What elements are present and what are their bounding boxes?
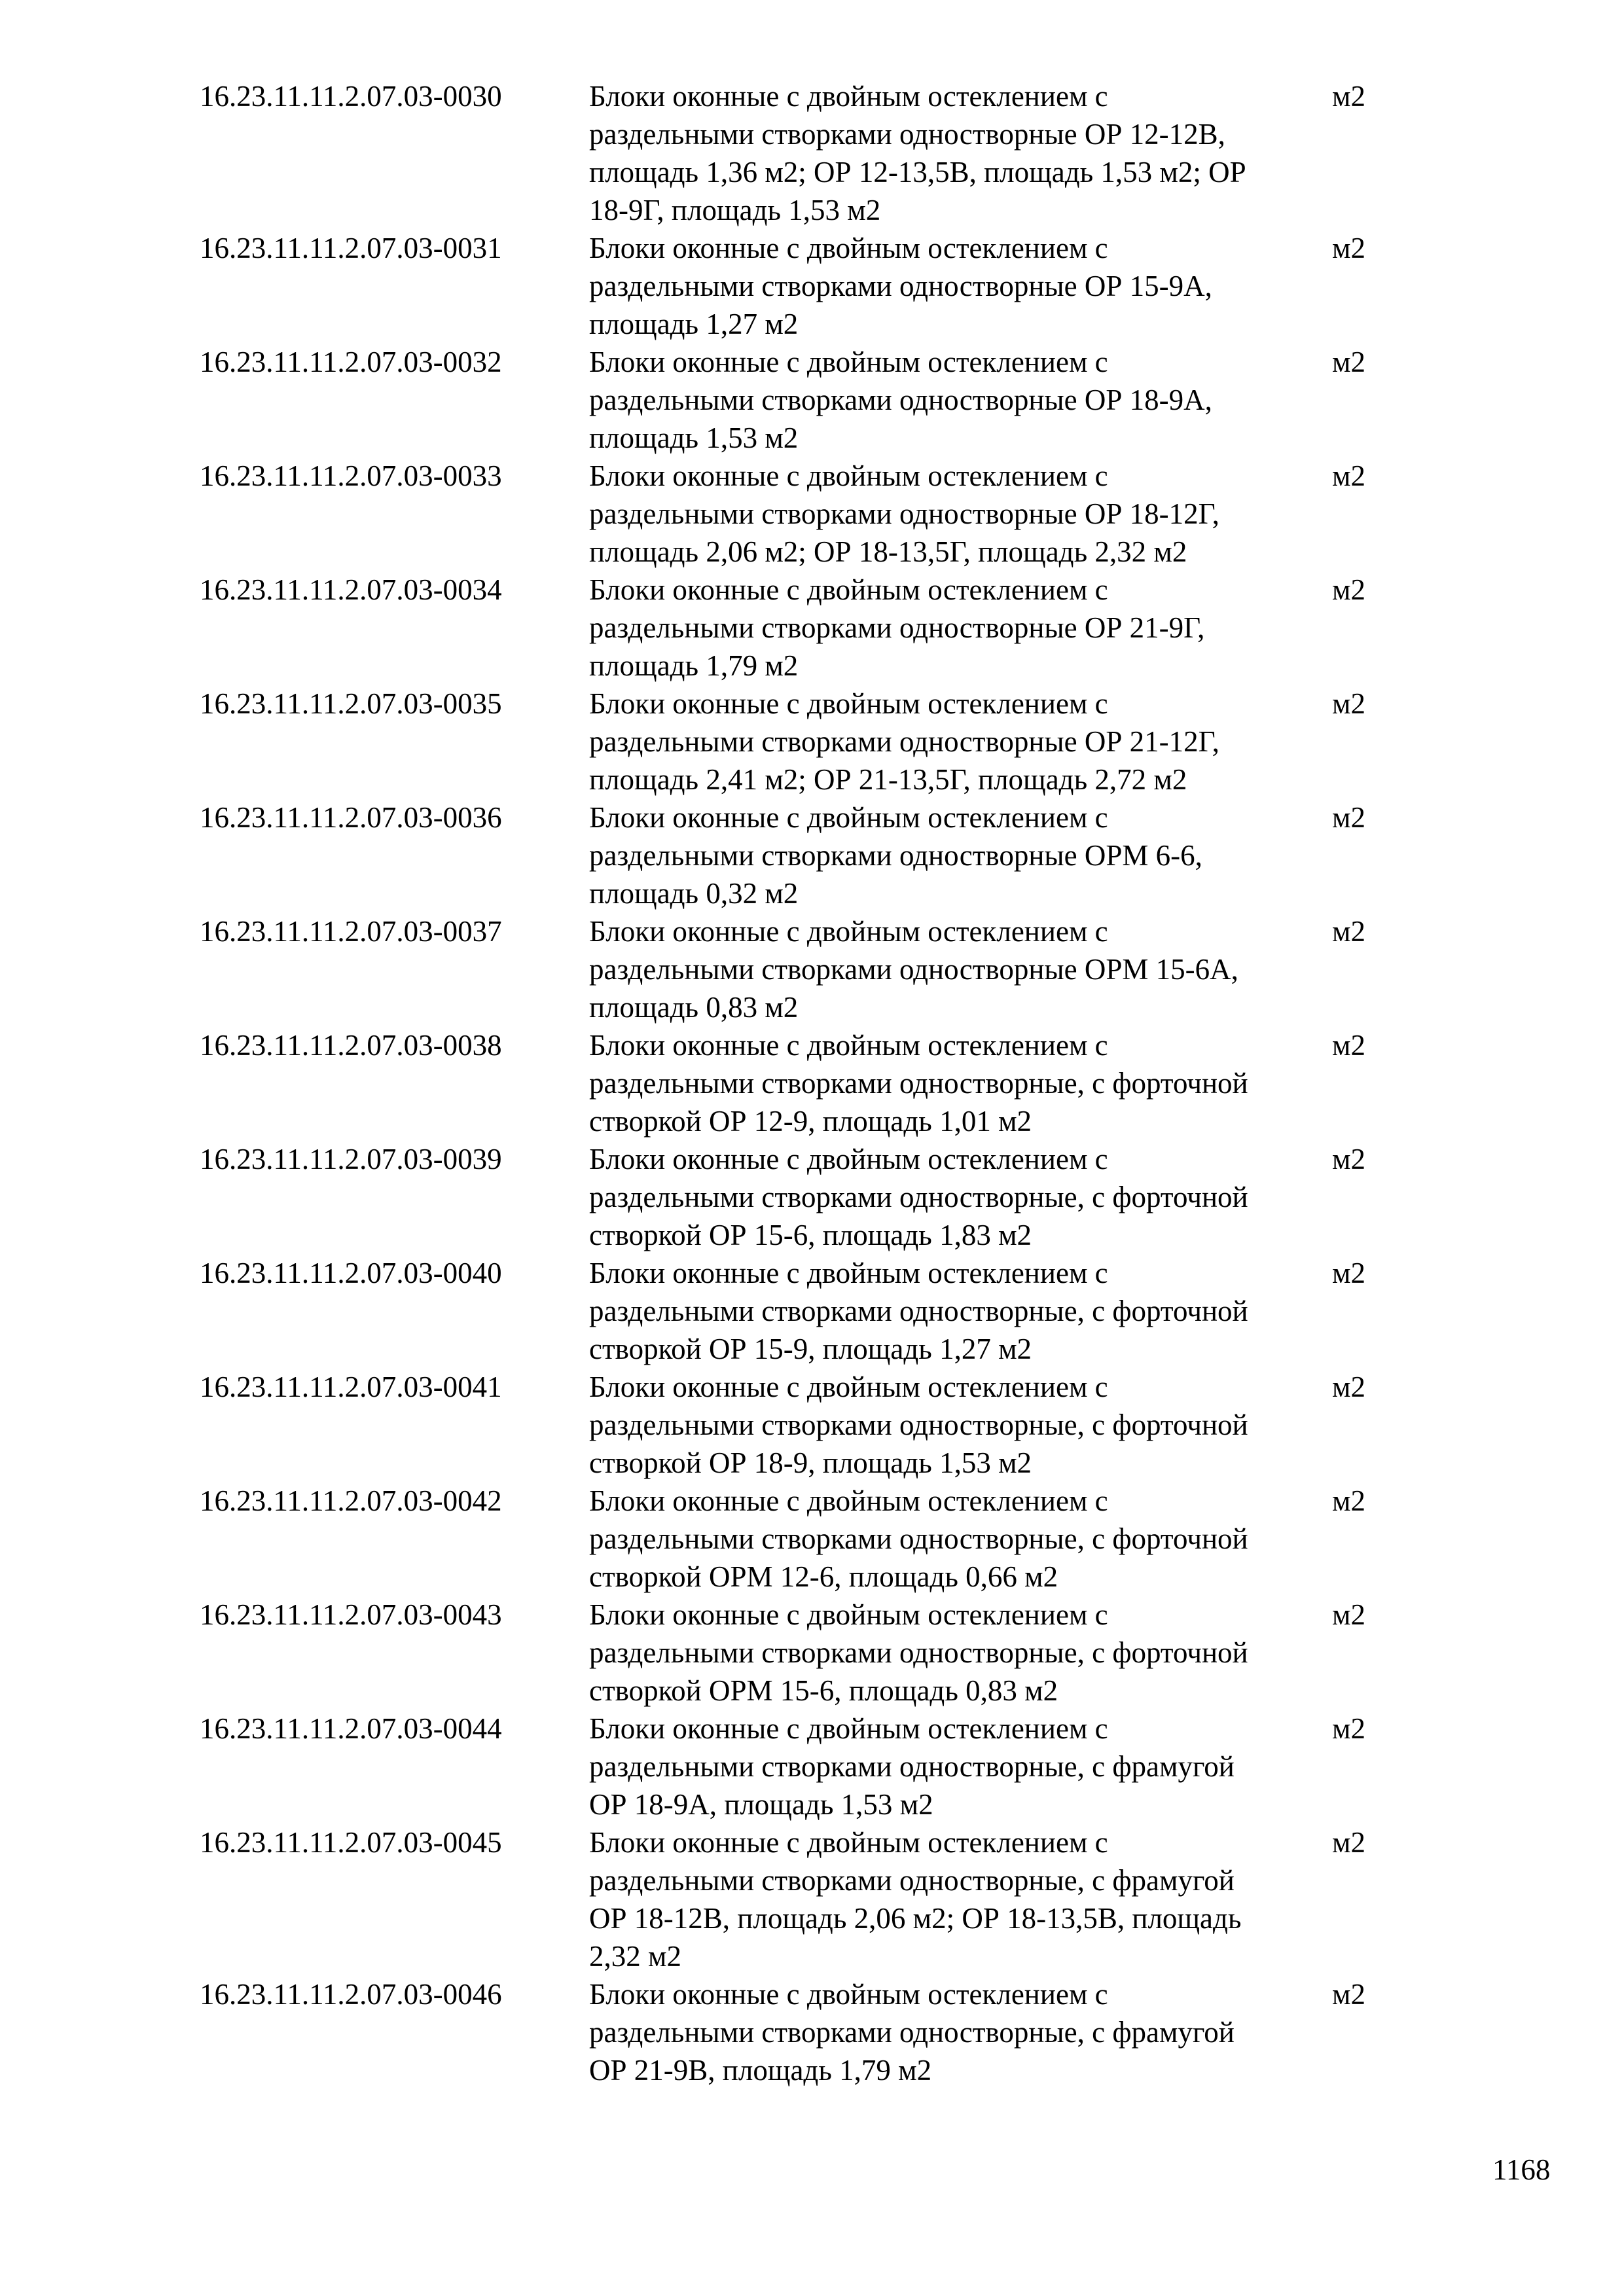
resource-code: 16.23.11.11.2.07.03-0038: [200, 1029, 502, 1062]
resource-description: Блоки оконные с двойным остеклением с раздельными створками одностворные ОР 21-12Г, площадь 2,41 м2; ОР 21-13,5Г, площадь 2,72 м2: [589, 687, 1219, 796]
resource-description: Блоки оконные с двойным остеклением с раздельными створками одностворные, с форточной створкой ОР 18-9, площадь 1,53 м2: [589, 1371, 1248, 1479]
resource-code: 16.23.11.11.2.07.03-0040: [200, 1257, 502, 1289]
resource-description: Блоки оконные с двойным остеклением с раздельными створками одностворные, с форточной створкой ОРМ 12-6, площадь 0,66 м2: [589, 1484, 1248, 1593]
table-row: [200, 229, 1443, 343]
unit-of-measure: м2: [1332, 573, 1365, 606]
unit-of-measure: м2: [1332, 915, 1365, 948]
table-row: [200, 1596, 1443, 1710]
page-number: 1168: [1492, 2153, 1551, 2186]
table-row: [200, 457, 1443, 571]
resource-description: Блоки оконные с двойным остеклением с раздельными створками одностворные, с форточной створкой ОР 12-9, площадь 1,01 м2: [589, 1029, 1248, 1138]
unit-of-measure: м2: [1332, 80, 1365, 113]
resource-description: Блоки оконные с двойным остеклением с раздельными створками одностворные, с форточной створкой ОР 15-6, площадь 1,83 м2: [589, 1143, 1248, 1251]
resource-code: 16.23.11.11.2.07.03-0041: [200, 1371, 502, 1403]
resource-description: Блоки оконные с двойным остеклением с раздельными створками одностворные, с фрамугой ОР 18-9А, площадь 1,53 м2: [589, 1712, 1235, 1821]
resource-description: Блоки оконные с двойным остеклением с раздельными створками одностворные ОР 18-9А, площадь 1,53 м2: [589, 346, 1212, 454]
unit-of-measure: м2: [1332, 1029, 1365, 1062]
table-row: [200, 1823, 1443, 1975]
resource-description: Блоки оконные с двойным остеклением с раздельными створками одностворные ОР 21-9Г, площадь 1,79 м2: [589, 573, 1205, 682]
resource-code: 16.23.11.11.2.07.03-0045: [200, 1826, 502, 1859]
table-row: [200, 1254, 1443, 1368]
resource-code: 16.23.11.11.2.07.03-0036: [200, 801, 502, 834]
unit-of-measure: м2: [1332, 1598, 1365, 1631]
table-row: [200, 1482, 1443, 1596]
resource-description: Блоки оконные с двойным остеклением с раздельными створками одностворные, с форточной створкой ОРМ 15-6, площадь 0,83 м2: [589, 1598, 1248, 1707]
resource-code: 16.23.11.11.2.07.03-0043: [200, 1598, 502, 1631]
table-row: [200, 77, 1443, 229]
resource-description: Блоки оконные с двойным остеклением с раздельными створками одностворные, с фрамугой ОР 18-12В, площадь 2,06 м2; ОР 18-13,5В, площадь 2,32 м2: [589, 1826, 1242, 1973]
resource-code: 16.23.11.11.2.07.03-0030: [200, 80, 502, 113]
table-row: [200, 1368, 1443, 1482]
table-row: [200, 798, 1443, 912]
resource-code: 16.23.11.11.2.07.03-0046: [200, 1978, 502, 2011]
resource-code: 16.23.11.11.2.07.03-0033: [200, 459, 502, 492]
unit-of-measure: м2: [1332, 1712, 1365, 1745]
resource-description: Блоки оконные с двойным остеклением с раздельными створками одностворные ОРМ 15-6А, площадь 0,83 м2: [589, 915, 1238, 1024]
resource-code: 16.23.11.11.2.07.03-0035: [200, 687, 502, 720]
resource-description: Блоки оконные с двойным остеклением с раздельными створками одностворные ОР 12-12В, площадь 1,36 м2; ОР 12-13,5В, площадь 1,53 м2; ОР 18-9Г, площадь 1,53 м2: [589, 80, 1246, 226]
table-row: [200, 571, 1443, 685]
unit-of-measure: м2: [1332, 1257, 1365, 1289]
resource-code: 16.23.11.11.2.07.03-0044: [200, 1712, 502, 1745]
unit-of-measure: м2: [1332, 687, 1365, 720]
unit-of-measure: м2: [1332, 1371, 1365, 1403]
unit-of-measure: м2: [1332, 346, 1365, 378]
resource-code: 16.23.11.11.2.07.03-0042: [200, 1484, 502, 1517]
resource-description: Блоки оконные с двойным остеклением с раздельными створками одностворные ОР 18-12Г, площадь 2,06 м2; ОР 18-13,5Г, площадь 2,32 м2: [589, 459, 1219, 568]
table-row: [200, 912, 1443, 1026]
unit-of-measure: м2: [1332, 1978, 1365, 2011]
resource-description: Блоки оконные с двойным остеклением с раздельными створками одностворные, с фрамугой ОР 21-9В, площадь 1,79 м2: [589, 1978, 1235, 2087]
resource-description: Блоки оконные с двойным остеклением с раздельными створками одностворные ОРМ 6-6, площадь 0,32 м2: [589, 801, 1202, 910]
table-row: [200, 685, 1443, 798]
unit-of-measure: м2: [1332, 1484, 1365, 1517]
resource-code: 16.23.11.11.2.07.03-0039: [200, 1143, 502, 1175]
resource-code: 16.23.11.11.2.07.03-0031: [200, 232, 502, 264]
resource-code: 16.23.11.11.2.07.03-0034: [200, 573, 502, 606]
table-row: [200, 1140, 1443, 1254]
unit-of-measure: м2: [1332, 459, 1365, 492]
resource-description: Блоки оконные с двойным остеклением с раздельными створками одностворные ОР 15-9А, площадь 1,27 м2: [589, 232, 1212, 340]
unit-of-measure: м2: [1332, 801, 1365, 834]
unit-of-measure: м2: [1332, 1826, 1365, 1859]
unit-of-measure: м2: [1332, 1143, 1365, 1175]
resource-code: 16.23.11.11.2.07.03-0032: [200, 346, 502, 378]
table-row: [200, 343, 1443, 457]
price-table: [200, 77, 1443, 2089]
table-row: [200, 1710, 1443, 1823]
table-row: [200, 1975, 1443, 2089]
table-row: [200, 1026, 1443, 1140]
unit-of-measure: м2: [1332, 232, 1365, 264]
resource-code: 16.23.11.11.2.07.03-0037: [200, 915, 502, 948]
resource-description: Блоки оконные с двойным остеклением с раздельными створками одностворные, с форточной створкой ОР 15-9, площадь 1,27 м2: [589, 1257, 1248, 1365]
